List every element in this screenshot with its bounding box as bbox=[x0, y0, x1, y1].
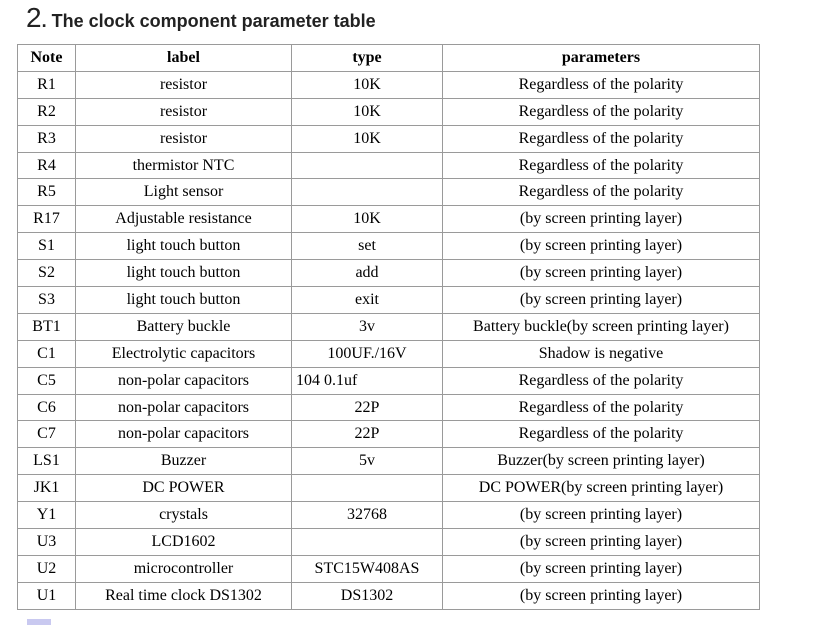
cell-type: 10K bbox=[292, 71, 443, 98]
cell-note: C5 bbox=[18, 367, 76, 394]
cell-note: U3 bbox=[18, 529, 76, 556]
cell-label: Battery buckle bbox=[76, 313, 292, 340]
cell-label: Adjustable resistance bbox=[76, 206, 292, 233]
cell-note: R5 bbox=[18, 179, 76, 206]
cell-note: S1 bbox=[18, 233, 76, 260]
cell-type: 5v bbox=[292, 448, 443, 475]
table-row bbox=[18, 233, 760, 260]
cell-label: resistor bbox=[76, 98, 292, 125]
header-type: type bbox=[292, 45, 443, 72]
header-label: label bbox=[76, 45, 292, 72]
cell-label: Real time clock DS1302 bbox=[76, 582, 292, 609]
cell-label: non-polar capacitors bbox=[76, 421, 292, 448]
cell-label: resistor bbox=[76, 71, 292, 98]
cell-note: C1 bbox=[18, 340, 76, 367]
cell-type: 10K bbox=[292, 125, 443, 152]
cell-note: LS1 bbox=[18, 448, 76, 475]
table-row bbox=[18, 152, 760, 179]
cell-note: R17 bbox=[18, 206, 76, 233]
cell-parameters: Regardless of the polarity bbox=[443, 125, 760, 152]
cell-label: Buzzer bbox=[76, 448, 292, 475]
table-row bbox=[18, 313, 760, 340]
component-parameter-table bbox=[17, 44, 760, 610]
cell-type bbox=[292, 152, 443, 179]
table-row bbox=[18, 179, 760, 206]
cell-type: 10K bbox=[292, 206, 443, 233]
cell-label: Electrolytic capacitors bbox=[76, 340, 292, 367]
cell-note: Y1 bbox=[18, 502, 76, 529]
cell-label: microcontroller bbox=[76, 555, 292, 582]
cell-parameters: Buzzer(by screen printing layer) bbox=[443, 448, 760, 475]
cell-note: U1 bbox=[18, 582, 76, 609]
header-note: Note bbox=[18, 45, 76, 72]
cell-parameters: DC POWER(by screen printing layer) bbox=[443, 475, 760, 502]
table-row bbox=[18, 125, 760, 152]
cell-parameters: (by screen printing layer) bbox=[443, 502, 760, 529]
cell-note: R3 bbox=[18, 125, 76, 152]
section-title: . The clock component parameter table bbox=[41, 11, 376, 31]
cell-note: R2 bbox=[18, 98, 76, 125]
cell-label: light touch button bbox=[76, 260, 292, 287]
table-row bbox=[18, 206, 760, 233]
table-row bbox=[18, 394, 760, 421]
cell-note: R1 bbox=[18, 71, 76, 98]
cell-label: light touch button bbox=[76, 287, 292, 314]
cell-parameters: Shadow is negative bbox=[443, 340, 760, 367]
table-header-row bbox=[18, 45, 760, 72]
cell-label: DC POWER bbox=[76, 475, 292, 502]
cell-note: S3 bbox=[18, 287, 76, 314]
cell-parameters: (by screen printing layer) bbox=[443, 206, 760, 233]
cell-parameters: (by screen printing layer) bbox=[443, 287, 760, 314]
cell-type: add bbox=[292, 260, 443, 287]
cell-parameters: (by screen printing layer) bbox=[443, 582, 760, 609]
cell-type: 3v bbox=[292, 313, 443, 340]
table-row bbox=[18, 260, 760, 287]
cell-label: thermistor NTC bbox=[76, 152, 292, 179]
cell-label: resistor bbox=[76, 125, 292, 152]
table-row bbox=[18, 555, 760, 582]
selection-marker bbox=[27, 619, 51, 625]
cell-label: LCD1602 bbox=[76, 529, 292, 556]
cell-note: S2 bbox=[18, 260, 76, 287]
cell-note: C7 bbox=[18, 421, 76, 448]
cell-label: Light sensor bbox=[76, 179, 292, 206]
cell-label: non-polar capacitors bbox=[76, 367, 292, 394]
cell-parameters: (by screen printing layer) bbox=[443, 260, 760, 287]
table-row bbox=[18, 502, 760, 529]
cell-label: non-polar capacitors bbox=[76, 394, 292, 421]
cell-type: STC15W408AS bbox=[292, 555, 443, 582]
cell-parameters: Battery buckle(by screen printing layer) bbox=[443, 313, 760, 340]
cell-note: JK1 bbox=[18, 475, 76, 502]
cell-note: BT1 bbox=[18, 313, 76, 340]
table-row bbox=[18, 421, 760, 448]
table-row bbox=[18, 287, 760, 314]
cell-type: 22P bbox=[292, 421, 443, 448]
cell-note: R4 bbox=[18, 152, 76, 179]
cell-parameters: Regardless of the polarity bbox=[443, 367, 760, 394]
cell-type: 100UF./16V bbox=[292, 340, 443, 367]
cell-type: set bbox=[292, 233, 443, 260]
page-heading bbox=[26, 2, 376, 38]
cell-parameters: Regardless of the polarity bbox=[443, 421, 760, 448]
table-row bbox=[18, 71, 760, 98]
header-parameters: parameters bbox=[443, 45, 760, 72]
cell-type: 10K bbox=[292, 98, 443, 125]
cell-parameters: (by screen printing layer) bbox=[443, 555, 760, 582]
cell-type bbox=[292, 179, 443, 206]
cell-note: U2 bbox=[18, 555, 76, 582]
table-row bbox=[18, 582, 760, 609]
cell-type: 104 0.1uf bbox=[292, 367, 443, 394]
section-number: 2 bbox=[26, 2, 42, 33]
cell-parameters: Regardless of the polarity bbox=[443, 98, 760, 125]
cell-type bbox=[292, 475, 443, 502]
cell-parameters: Regardless of the polarity bbox=[443, 71, 760, 98]
table-row bbox=[18, 529, 760, 556]
cell-type: 32768 bbox=[292, 502, 443, 529]
table-row bbox=[18, 98, 760, 125]
table-row bbox=[18, 475, 760, 502]
cell-parameters: (by screen printing layer) bbox=[443, 233, 760, 260]
cell-label: crystals bbox=[76, 502, 292, 529]
cell-type: DS1302 bbox=[292, 582, 443, 609]
cell-type: 22P bbox=[292, 394, 443, 421]
table-row bbox=[18, 448, 760, 475]
cell-parameters: Regardless of the polarity bbox=[443, 152, 760, 179]
cell-parameters: Regardless of the polarity bbox=[443, 179, 760, 206]
cell-type: exit bbox=[292, 287, 443, 314]
cell-parameters: (by screen printing layer) bbox=[443, 529, 760, 556]
cell-note: C6 bbox=[18, 394, 76, 421]
cell-label: light touch button bbox=[76, 233, 292, 260]
cell-parameters: Regardless of the polarity bbox=[443, 394, 760, 421]
table-row bbox=[18, 340, 760, 367]
cell-type bbox=[292, 529, 443, 556]
table-row bbox=[18, 367, 760, 394]
